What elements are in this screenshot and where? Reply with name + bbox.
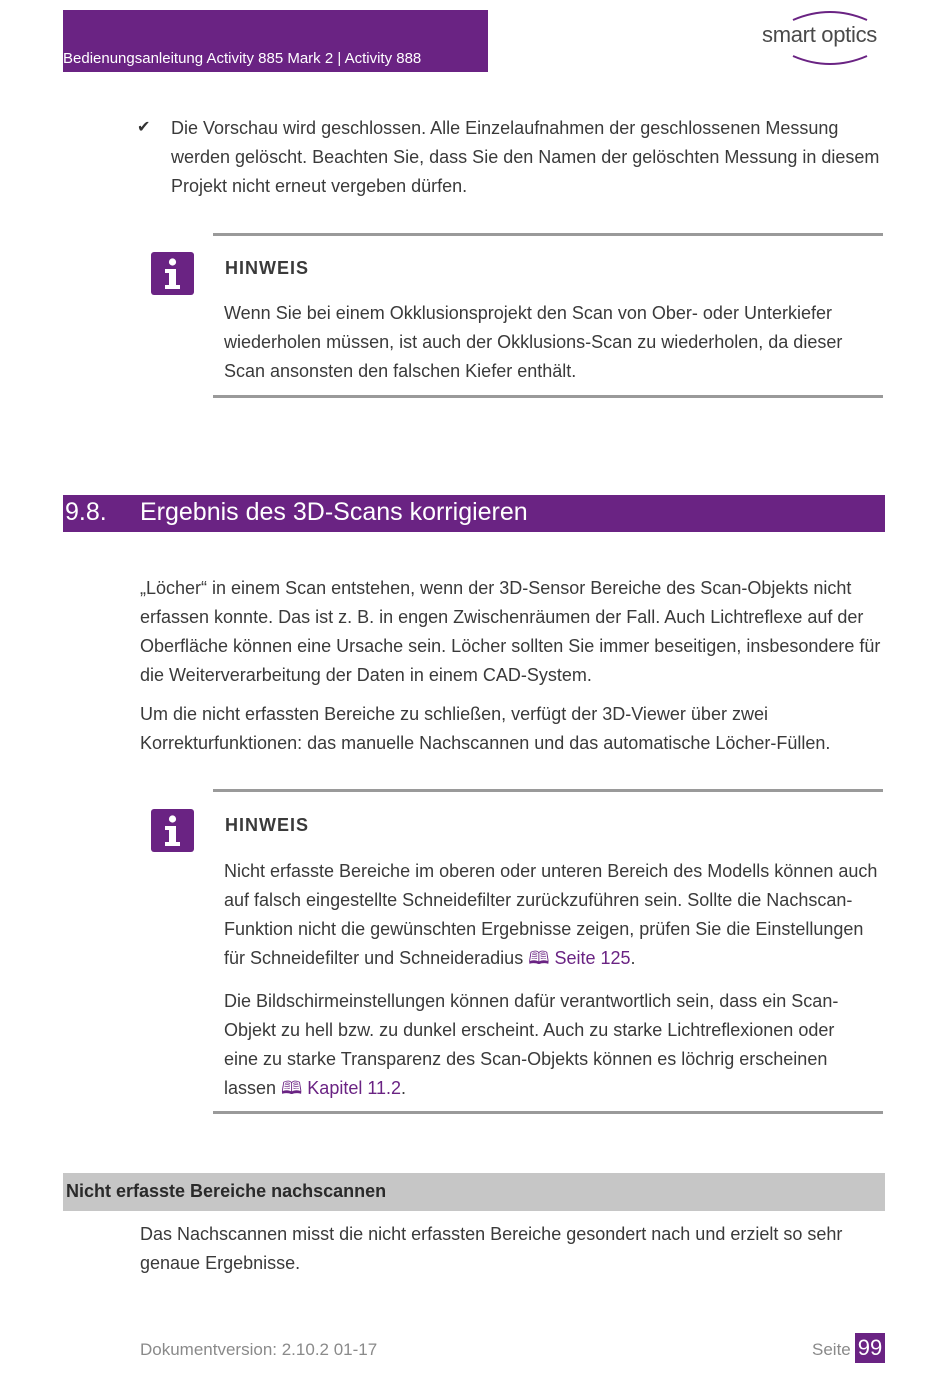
chapter-link[interactable] [281,1078,401,1098]
page-link[interactable] [528,948,630,968]
note-text-2-body: Die Bildschirmeinstellungen können dafür verantwortlich sein, dass ein Scan-Objekt zu hell bzw. zu dunkel erscheint. Auch zu starke Lichtreflexionen oder eine zu starke Transparenz des Scan-Objekts können es löchrig erscheinen lassen [224,991,839,1098]
page-label: Seite [812,1340,851,1359]
note-title: HINWEIS [225,258,310,278]
note-text-1-body: Nicht erfasste Bereiche im oberen oder unteren Bereich des Modells können auch auf falsch eingestellte Schneidefilter zurückzuführen sein. Sollte die Nachscan-Funktion nicht die gewünschten Ergebnisse zeigen, prüfen Sie die Einstellungen für Schneidefilter und Schneideradius [224,861,878,968]
book-icon: 🕮 [281,1078,303,1098]
book-icon: 🕮 [528,948,550,968]
note-text-1: Nicht erfasste Bereiche im oberen oder unteren Bereich des Modells können auch auf falsch eingestellte Schneidefilter zurückzuführen sein. Sollte die Nachscan-Funktion nicht die gewünschten Ergebnisse zeigen, prüfen Sie die Einstellungen für Schneidefilter und Schneideradius 🕮 Seite 125. [224,861,878,968]
subsection-text: Das Nachscannen misst die nicht erfassten Bereiche gesondert nach und erzielt so sehr genaue Ergebnisse. [140,1224,843,1273]
note-bottom-rule [213,395,883,398]
page-number: 99 [855,1333,885,1363]
note-title: HINWEIS [225,815,310,835]
chapter-link-label: Kapitel 11.2 [307,1078,402,1098]
note-bottom-rule [213,1111,883,1114]
subsection-title: Nicht erfasste Bereiche nachscannen [66,1181,387,1201]
note-text: Wenn Sie bei einem Okklusionsprojekt den Scan von Ober- oder Unterkiefer wiederholen müssen, ist auch der Okklusions-Scan zu wiederholen, da dieser Scan ansonsten den falschen Kiefer enthält. [224,303,843,381]
page-link-label: Seite 125 [554,948,631,968]
note-top-rule [213,789,883,792]
note-top-rule [213,233,883,236]
logo-text: smart optics [762,22,877,47]
section-paragraph-2: Um die nicht erfassten Bereiche zu schließen, verfügt der 3D-Viewer über zwei Korrekturfunktionen: das manuelle Nachscannen und das automatische Löcher-Füllen. [140,704,831,753]
section-title: Ergebnis des 3D-Scans korrigieren [140,498,528,526]
bullet-text: Die Vorschau wird geschlossen. Alle Einzelaufnahmen der geschlossenen Messung werden gelöscht. Beachten Sie, dass Sie den Namen der gelöschten Messung in diesem Projekt nicht erneut vergeben dürfen. [171,118,880,196]
info-icon [151,809,194,852]
document-version: Dokumentversion: 2.10.2 01-17 [140,1340,378,1359]
checkmark-icon: ✔ [137,119,151,136]
section-number: 9.8. [65,498,107,526]
document-title: Bedienungsanleitung Activity 885 Mark 2 | Activity 888 [63,50,422,67]
section-paragraph-1: „Löcher“ in einem Scan entstehen, wenn der 3D-Sensor Bereiche des Scan-Objekts nicht erfassen konnte. Das ist z. B. in engen Zwischenräumen der Fall. Auch Lichtreflexe auf der Oberfläche können eine Ursache sein. Löcher sollten Sie immer beseitigen, insbesondere für die Weiterverarbeitung der Daten in einem CAD-System. [140,578,881,685]
note-text-2: Die Bildschirmeinstellungen können dafür verantwortlich sein, dass ein Scan-Objekt zu hell bzw. zu dunkel erscheint. Auch zu starke Lichtreflexionen oder eine zu starke Transparenz des Scan-Objekts können es löchrig erscheinen lassen 🕮 Kapitel 11.2. [224,991,839,1098]
info-icon [151,252,194,295]
